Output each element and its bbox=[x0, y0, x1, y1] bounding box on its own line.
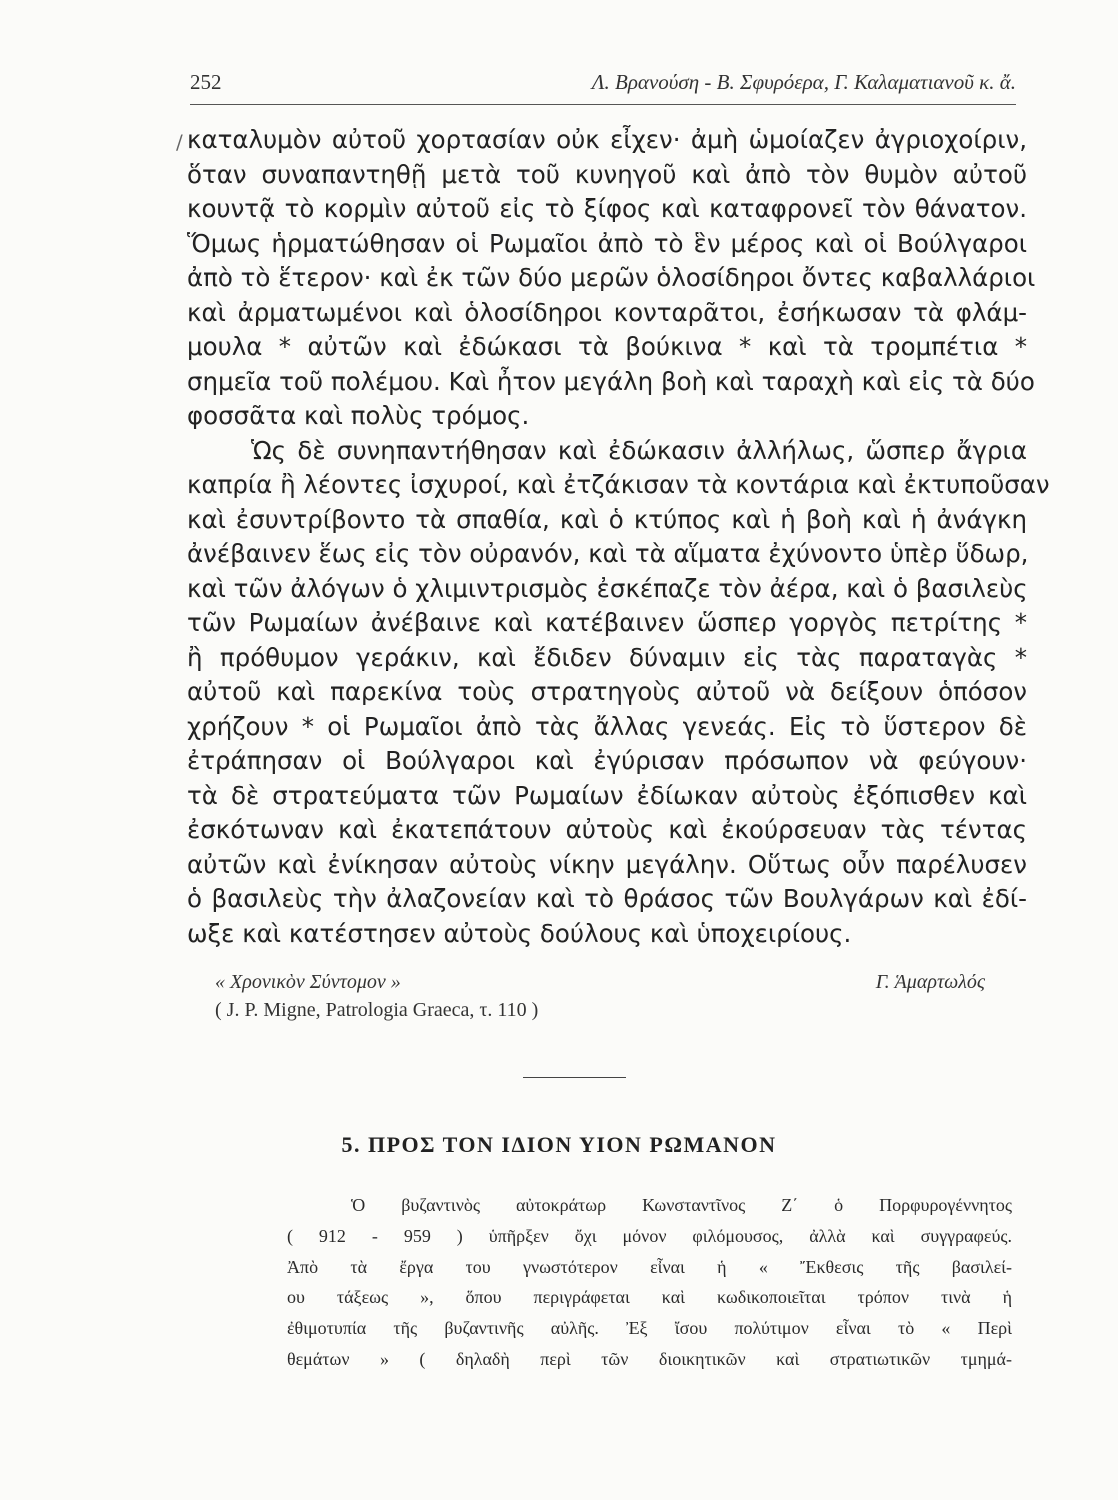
page-header bbox=[190, 70, 1016, 105]
text-line: ωξε καὶ κατέστησεν αὐτοὺς δούλους καὶ ὑποχειρίους. bbox=[187, 918, 852, 948]
text-line: ἢ πρόθυμον γεράκιν, καὶ ἔδιδεν δύναμιν εἰς τὰς παραταγὰς * bbox=[187, 642, 1027, 672]
source-work: « Χρονικὸν Σύντομον » bbox=[215, 971, 401, 993]
page-number: 252 bbox=[190, 70, 222, 94]
intro-line: ( 912 - 959 ) ὑπῆρξεν ὄχι μόνον φιλόμουσος, ἀλλὰ καὶ συγγραφεύς. bbox=[287, 1225, 1012, 1246]
section-title: 5. ΠΡΟΣ ΤΟΝ ΙΔΙΟΝ ΥΙΟΝ ΡΩΜΑΝΟΝ bbox=[341, 1132, 777, 1157]
running-head: Λ. Βρανούση - Β. Σφυρόερα, Γ. Καλαματιανοῦ κ. ἄ. bbox=[591, 70, 1016, 94]
text-line: ἐσκότωναν καὶ ἐκατεπάτουν αὐτοὺς καὶ ἐκούρσευαν τὰς τέντας bbox=[187, 815, 1027, 844]
text-line: ὅταν συναπαντηθῇ μετὰ τοῦ κυνηγοῦ καὶ ἀπὸ τὸν θυμὸν αὐτοῦ bbox=[187, 159, 1027, 189]
intro-line: Ὁ βυζαντινὸς αὐτοκράτωρ Κωνσταντῖνος Ζ΄ ὁ Πορφυρογέννητος bbox=[351, 1195, 1012, 1215]
text-line: τὰ δὲ στρατεύματα τῶν Ρωμαίων ἐδίωκαν αὐτοὺς ἐξόπισθεν καὶ bbox=[187, 780, 1027, 810]
text-line: φοσσᾶτα καὶ πολὺς τρόμος. bbox=[187, 401, 530, 430]
source-reference: ( J. P. Migne, Patrologia Graeca, τ. 110 ) bbox=[215, 999, 539, 1021]
text-line: ἐτράπησαν οἱ Βούλγαροι καὶ ἐγύρισαν πρόσωπον νὰ φεύγουν· bbox=[187, 746, 1027, 775]
intro-line: ου τάξεως », ὅπου περιγράφεται καὶ κωδικοποιεῖται τρόπον τινὰ ἡ bbox=[287, 1287, 1012, 1308]
text-line: χρήζουν * οἱ Ρωμαῖοι ἀπὸ τὰς ἄλλας γενεάς. Εἰς τὸ ὕστερον δὲ bbox=[187, 711, 1027, 741]
section-intro bbox=[287, 1190, 1012, 1375]
source-author: Γ. Ἁμαρτωλός bbox=[875, 971, 985, 993]
text-line: καὶ ἀρματωμένοι καὶ ὁλοσίδηροι κονταρᾶτοι, ἐσήκωσαν τὰ φλάμ- bbox=[187, 297, 1027, 327]
text-line: κουντᾷ τὸ κορμὶν αὐτοῦ εἰς τὸ ξίφος καὶ καταφρονεῖ τὸν θάνατον. bbox=[187, 194, 1027, 223]
section-divider bbox=[523, 1077, 626, 1078]
text-line: καὶ τῶν ἀλόγων ὁ χλιμιντρισμὸς ἐσκέπαζε τὸν ἀέρα, καὶ ὁ βασιλεὺς bbox=[187, 573, 1028, 603]
text-line: ἀνέβαινεν ἕως εἰς τὸν οὐρανόν, καὶ τὰ αἵματα ἐχύνοντο ὑπὲρ ὕδωρ, bbox=[187, 539, 1029, 568]
text-line: καταλυμὸν αὐτοῦ χορτασίαν οὐκ εἶχεν· ἀμὴ ὡμοίαζεν ἀγριοχοίριν, bbox=[187, 125, 1027, 154]
text-line: τῶν Ρωμαίων ἀνέβαινε καὶ κατέβαινεν ὥσπερ γοργὸς πετρίτης * bbox=[187, 608, 1027, 637]
text-line: μουλα * αὐτῶν καὶ ἐδώκασι τὰ βούκινα * καὶ τὰ τρομπέτια * bbox=[187, 332, 1027, 361]
intro-line: ἐθιμοτυπία τῆς βυζαντινῆς αὐλῆς. Ἐξ ἴσου πολύτιμον εἶναι τὸ « Περὶ bbox=[287, 1318, 1012, 1339]
intro-line: Ἀπὸ τὰ ἔργα του γνωστότερον εἶναι ἡ « Ἔκθεσις τῆς βασιλεί- bbox=[287, 1256, 1012, 1277]
text-line: ἀπὸ τὸ ἕτερον· καὶ ἐκ τῶν δύο μερῶν ὁλοσίδηροι ὄντες καβαλλάριοι bbox=[187, 263, 1036, 292]
text-line: σημεῖα τοῦ πολέμου. Καὶ ἦτον μεγάλη βοὴ καὶ ταραχὴ καὶ εἰς τὰ δύο bbox=[187, 366, 1035, 396]
text-line: καὶ ἐσυντρίβοντο τὰ σπαθία, καὶ ὁ κτύπος καὶ ἡ βοὴ καὶ ἡ ἀνάγκη bbox=[187, 504, 1027, 534]
text-line: αὐτῶν καὶ ἐνίκησαν αὐτοὺς νίκην μεγάλην. Οὕτως οὖν παρέλυσεν bbox=[187, 849, 1027, 879]
main-text bbox=[187, 123, 1050, 951]
margin-mark: / bbox=[176, 130, 183, 154]
text-line: Ὡς δὲ συνηπαντήθησαν καὶ ἐδώκασιν ἀλλήλως, ὥσπερ ἄγρια bbox=[251, 435, 1027, 465]
text-line: αὐτοῦ καὶ παρεκίνα τοὺς στρατηγοὺς αὐτοῦ νὰ δείξουν ὁπόσον bbox=[187, 677, 1027, 706]
source-citation bbox=[215, 968, 985, 1024]
text-line: ὁ βασιλεὺς τὴν ἀλαζονείαν καὶ τὸ θράσος τῶν Βουλγάρων καὶ ἐδί- bbox=[187, 884, 1027, 913]
intro-line: θεμάτων » ( δηλαδὴ περὶ τῶν διοικητικῶν καὶ στρατιωτικῶν τμημά- bbox=[287, 1348, 1012, 1369]
text-line: Ὅμως ἡρματώθησαν οἱ Ρωμαῖοι ἀπὸ τὸ ἓν μέρος καὶ οἱ Βούλγαροι bbox=[187, 228, 1027, 258]
text-line: καπρία ἢ λέοντες ἰσχυροί, καὶ ἐτζάκισαν τὰ κοντάρια καὶ ἐκτυποῦσαν bbox=[187, 470, 1050, 499]
